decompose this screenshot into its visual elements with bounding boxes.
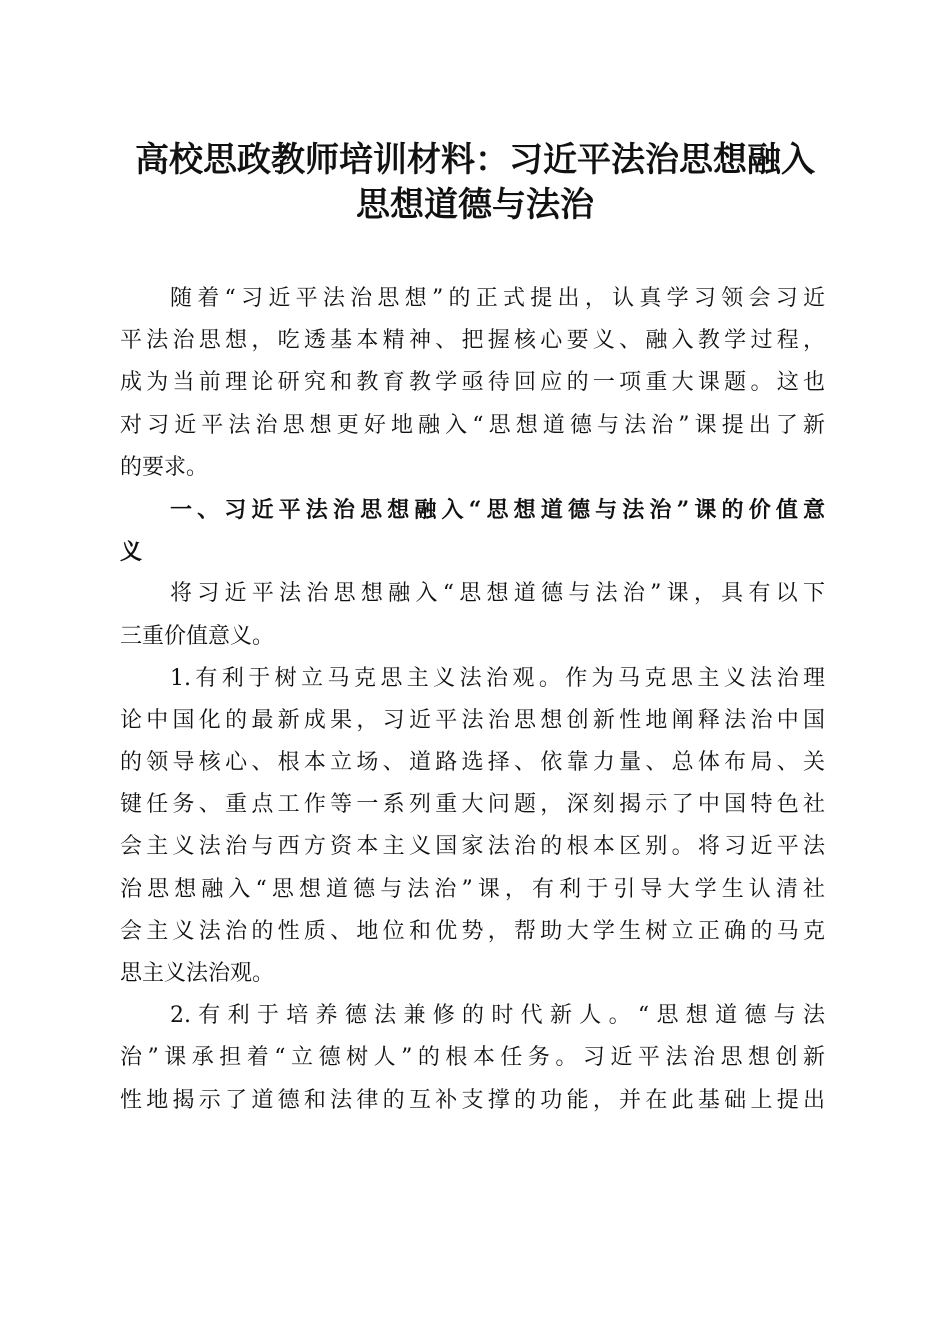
text-line: 三重价值意义。 — [120, 623, 275, 649]
text-line: 思主义法治观。 — [120, 961, 275, 986]
text-line: 键任务、重点工作等一系列重大问题，深刻揭示了中国特色社 — [120, 792, 825, 818]
text-line: 的要求。 — [120, 454, 209, 480]
text-line: 论中国化的最新成果，习近平法治思想创新性地阐释法治中国 — [120, 707, 825, 733]
text-line: 对习近平法治思想更好地融入“思想道德与法治”课提出了新 — [120, 412, 825, 438]
text-line: 治思想融入“思想道德与法治”课，有利于引导大学生认清社 — [120, 876, 825, 902]
section-heading — [120, 489, 825, 573]
text-line: 将习近平法治思想融入“思想道德与法治”课，具有以下 — [170, 581, 825, 607]
paragraph — [120, 658, 825, 996]
document-title — [110, 138, 840, 228]
paragraph — [120, 995, 825, 1122]
text-line: 一、习近平法治思想融入“思想道德与法治”课的价值意 — [170, 496, 825, 523]
text-line: 性地揭示了道德和法律的互补支撑的功能，并在此基础上提出 — [120, 1087, 825, 1113]
text-line: 治”课承担着“立德树人”的根本任务。习近平法治思想创新 — [120, 1045, 825, 1071]
title-line-2: 思想道德与法治 — [356, 185, 594, 225]
text-line: 义 — [120, 539, 143, 566]
text-line: 2.有利于培养德法兼修的时代新人。“思想道德与法 — [170, 1003, 825, 1029]
text-line: 会主义法治的性质、地位和优势，帮助大学生树立正确的马克 — [120, 918, 825, 944]
paragraph — [120, 573, 825, 657]
text-line: 1.有利于树立马克思主义法治观。作为马克思主义法治理 — [170, 665, 825, 691]
text-line: 平法治思想，吃透基本精神、把握核心要义、融入教学过程， — [120, 328, 825, 354]
text-line: 成为当前理论研究和教育教学亟待回应的一项重大课题。这也 — [120, 370, 825, 396]
title-line-1: 高校思政教师培训材料：习近平法治思想融入 — [135, 140, 815, 180]
paragraph — [120, 278, 825, 489]
text-line: 会主义法治与西方资本主义国家法治的根本区别。将习近平法 — [120, 834, 825, 860]
document-body — [120, 278, 825, 1122]
text-line: 随着“习近平法治思想”的正式提出，认真学习领会习近 — [170, 286, 825, 311]
text-line: 的领导核心、根本立场、道路选择、依靠力量、总体布局、关 — [120, 750, 825, 776]
